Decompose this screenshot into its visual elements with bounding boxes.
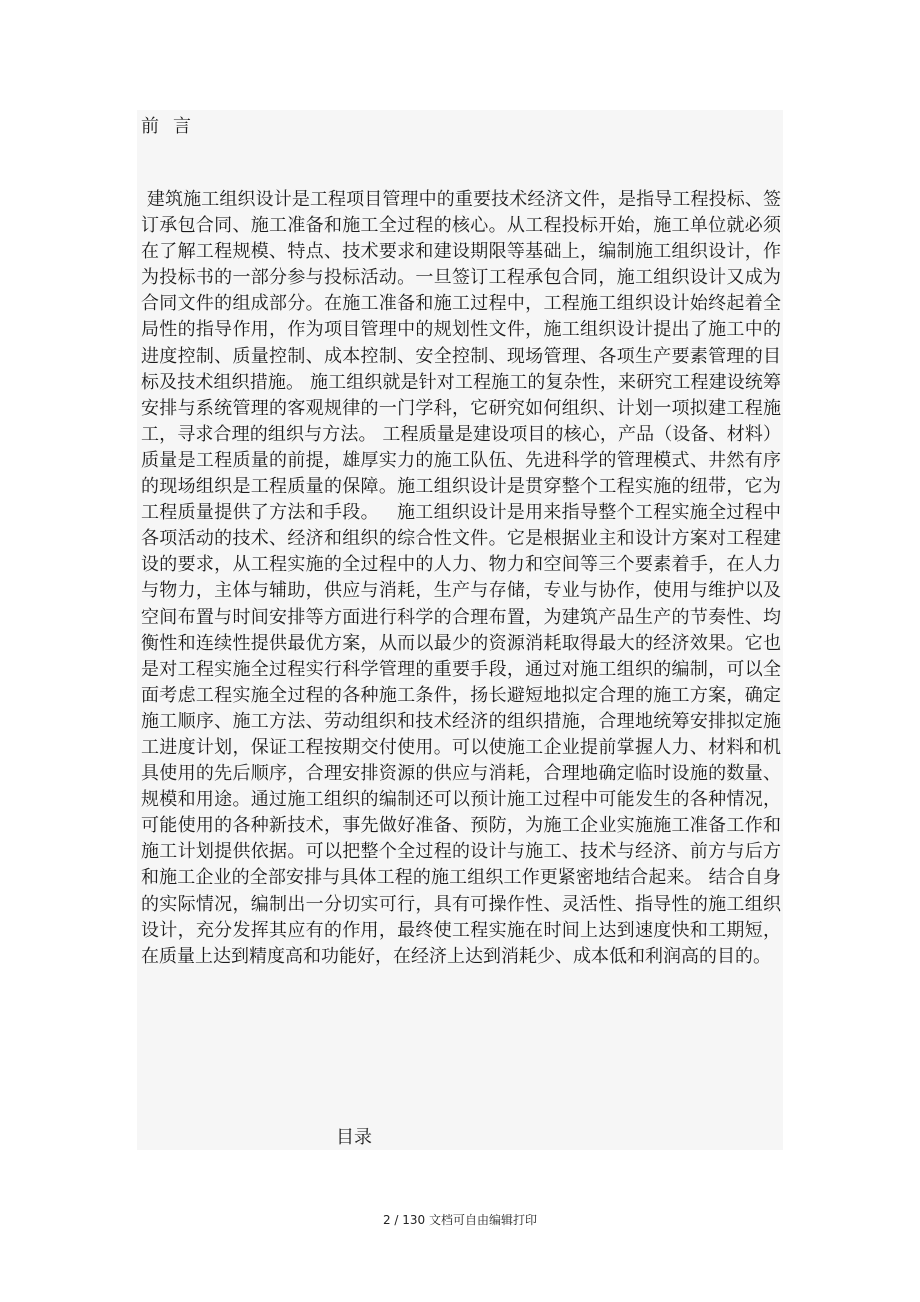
preface-heading: 前言: [141, 116, 205, 137]
table-of-contents-heading: 目录: [336, 1127, 372, 1148]
page-footer: 2 / 130 文档可自由编辑打印: [382, 1213, 538, 1227]
preface-body-text: 建筑施工组织设计是工程项目管理中的重要技术经济文件，是指导工程投标、签订承包合同、施工准备和施工全过程的核心。从工程投标开始，施工单位就必须在了解工程规模、特点、技术要求和建设期限等基础上，编制施工组织设计，作为投标书的一部分参与投标活动。一旦签订工程承包合同，施工组织设计又成为合同文件的组成部分。在施工准备和施工过程中，工程施工组织设计始终起着全局性的指导作用，作为项目管理中的规划性文件，施工组织设计提出了施工中的进度控制、质量控制、成本控制、安全控制、现场管理、各项生产要素管理的目标及技术组织措施。 施工组织就是针对工程施工的复杂性，来研究工程建设统筹安排与系统管理的客观规律的一门学科，它研究如何组织、计划一项拟建工程施工，寻求合理的组织与方法。 工程质量是建设项目的核心，产品（设备、材料）质量是工程质量的前提，雄厚实力的施工队伍、先进科学的管理模式、井然有序的现场组织是工程质量的保障。施工组织设计是贯穿整个工程实施的纽带，它为工程质量提供了方法和手段。 施工组织设计是用来指导整个工程实施全过程中各项活动的技术、经济和组织的综合性文件。它是根据业主和设计方案对工程建设的要求，从工程实施的全过程中的人力、物力和空间等三个要素着手，在人力与物力，主体与辅助，供应与消耗，生产与存储，专业与协作，使用与维护以及空间布置与时间安排等方面进行科学的合理布置，为建筑产品生产的节奏性、均衡性和连续性提供最优方案，从而以最少的资源消耗取得最大的经济效果。它也是对工程实施全过程实行科学管理的重要手段，通过对施工组织的编制，可以全面考虑工程实施全过程的各种施工条件，扬长避短地拟定合理的施工方案，确定施工顺序、施工方法、劳动组织和技术经济的组织措施，合理地统筹安排拟定施工进度计划，保证工程按期交付使用。可以使施工企业提前掌握人力、材料和机具使用的先后顺序，合理安排资源的供应与消耗，合理地确定临时设施的数量、规模和用途。通过施工组织的编制还可以预计施工过程中可能发生的各种情况，可能使用的各种新技术，事先做好准备、预防，为施工企业实施施工准备工作和施工计划提供依据。可以把整个全过程的设计与施工、技术与经济、前方与后方和施工企业的全部安排与具体工程的施工组织工作更紧密地结合起来。 结合自身的实际情况，编制出一分切实可行，具有可操作性、灵活性、指导性的施工组织设计，充分发挥其应有的作用，最终使工程实施在时间上达到速度快和工期短，在质量上达到精度高和功能好，在经济上达到消耗少、成本低和利润高的目的。: [141, 189, 781, 967]
